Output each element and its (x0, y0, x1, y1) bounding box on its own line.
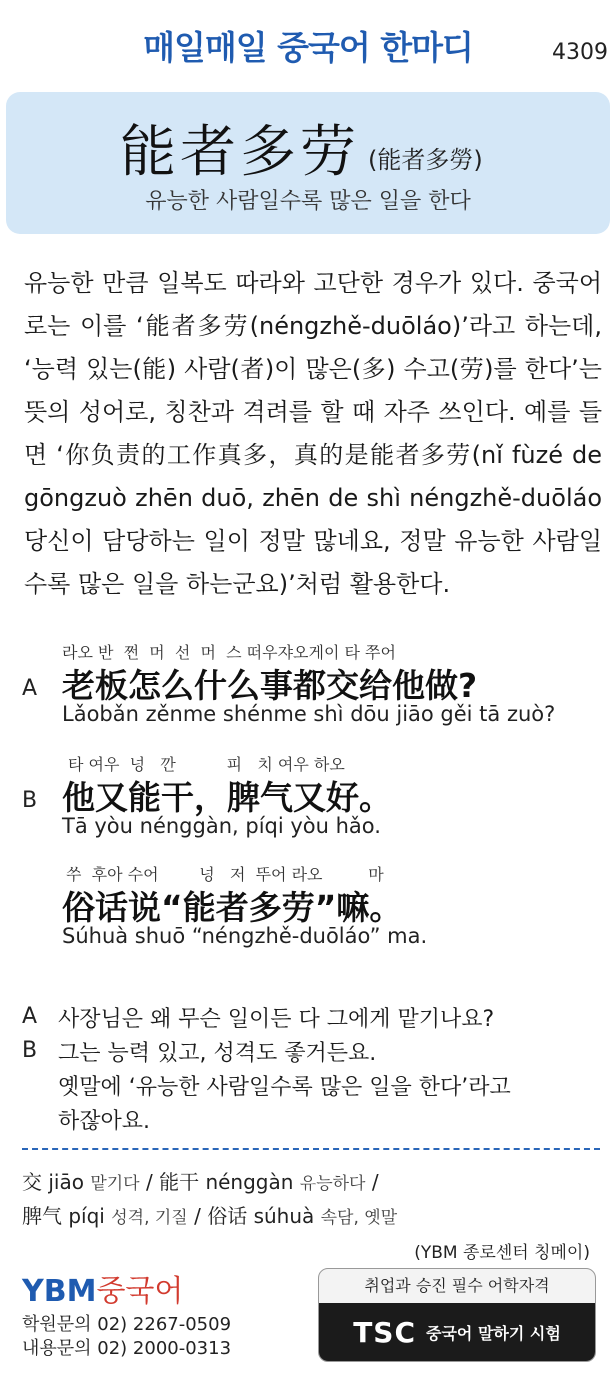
author-credit: (YBM 종로센터 칭메이) (414, 1243, 590, 1263)
ybm-logo[interactable] (22, 1266, 183, 1310)
vocabulary-line (22, 1200, 397, 1229)
tsc-test-name: 중국어 말하기 시험 (426, 1323, 561, 1343)
translation-line: 사장님은 왜 무슨 일이든 다 그에게 맡기나요? (58, 1007, 495, 1032)
idiom-traditional: (能者多勞) (368, 146, 483, 174)
vocab-meaning: 성격, 기질 (111, 1208, 188, 1228)
pronunciation-guide: 쑤 후아 수어 넝 저 뚜어 라오 마 (66, 865, 384, 884)
chinese-sentence: 他又能干，脾气又好。 (62, 778, 392, 817)
vocab-word: 脾气 (22, 1204, 62, 1228)
vocab-word: 能干 (159, 1170, 200, 1194)
idiom-simplified: 能者多劳 (120, 120, 360, 185)
vocab-pinyin: nénggàn (205, 1170, 294, 1194)
header (0, 0, 616, 80)
section-divider (22, 1148, 600, 1150)
pinyin-line: Súhuà shuō “néngzhě-duōláo” ma. (62, 924, 428, 948)
tsc-logo: TSC (353, 1315, 417, 1349)
translation-line: 그는 능력 있고, 성격도 좋거든요. (58, 1041, 377, 1066)
vocab-word: 交 (22, 1170, 42, 1194)
speaker-label: B (22, 788, 38, 813)
vocab-pinyin: píqi (68, 1204, 105, 1228)
pronunciation-guide: 타 여우 넝 깐 피 치 여우 하오 (68, 755, 345, 774)
tsc-banner-tagline: 취업과 승진 필수 어학자격 (364, 1276, 550, 1295)
logo-korean: 중국어 (96, 1274, 184, 1309)
tsc-banner-bar (319, 1303, 595, 1361)
vocab-pinyin: jiāo (48, 1170, 84, 1194)
idiom-meaning: 유능한 사람일수록 많은 일을 한다 (145, 189, 471, 214)
content-phone: 내용문의 02) 2000-0313 (22, 1338, 232, 1359)
speaker-label: B (22, 1038, 38, 1063)
speaker-label: A (22, 1004, 38, 1029)
translation-line: 옛말에 ‘유능한 사람일수록 많은 일을 한다’라고 (58, 1075, 511, 1100)
vocab-separator: / (145, 1170, 153, 1194)
explanation-text (24, 262, 602, 606)
vocabulary-line (22, 1166, 379, 1195)
pinyin-line: Lǎobǎn zěnme shénme shì dōu jiāo gěi tā zuò? (62, 702, 556, 726)
series-title: 매일매일 중국어 한마디 (143, 28, 473, 67)
academy-phone: 학원문의 02) 2267-0509 (22, 1314, 232, 1335)
vocab-meaning: 맡기다 (90, 1174, 140, 1194)
vocab-pinyin: súhuà (253, 1204, 315, 1228)
vocab-meaning: 속담, 옛말 (320, 1208, 398, 1228)
vocab-meaning: 유능하다 (299, 1174, 366, 1194)
tsc-banner[interactable] (318, 1268, 596, 1362)
speaker-label: A (22, 676, 38, 701)
explanation-paragraph: 유능한 만큼 일복도 따라와 고단한 경우가 있다. 중국어로는 이를 ‘能者多劳(néngzhě-duōláo)’라고 하는데, ‘능력 있는(能) 사람(者)이 많은(多) 수고(劳)를 한다’는 뜻의 성어로, 칭찬과 격려를 할 때 자주 쓰인다. 예를 들면 ‘你负责的工作真多，真的是能者多劳(nǐ fùzé de gōngzuò zhēn duō, zhēn de shì néngzhě-duōláo 당신이 담당하는 일이 정말 많네요, 정말 유능한 사람일수록 많은 일을 하는군요)’처럼 활용한다. (24, 269, 602, 598)
issue-number: 4309 (552, 40, 608, 65)
chinese-sentence: 老板怎么什么事都交给他做? (62, 666, 478, 705)
translation-line: 하잖아요. (58, 1109, 151, 1134)
vocab-separator: / (194, 1204, 201, 1228)
pronunciation-guide: 라오 반 쩐 머 선 머 스 떠우쟈오게이 타 쭈어 (62, 643, 396, 662)
vocab-separator: / (371, 1170, 379, 1194)
vocab-word: 俗话 (207, 1204, 248, 1228)
logo-english: YBM (22, 1274, 97, 1309)
pinyin-line: Tā yòu nénggàn, píqi yòu hǎo. (62, 814, 381, 838)
chinese-sentence: 俗话说“能者多劳”嘛。 (62, 888, 403, 927)
